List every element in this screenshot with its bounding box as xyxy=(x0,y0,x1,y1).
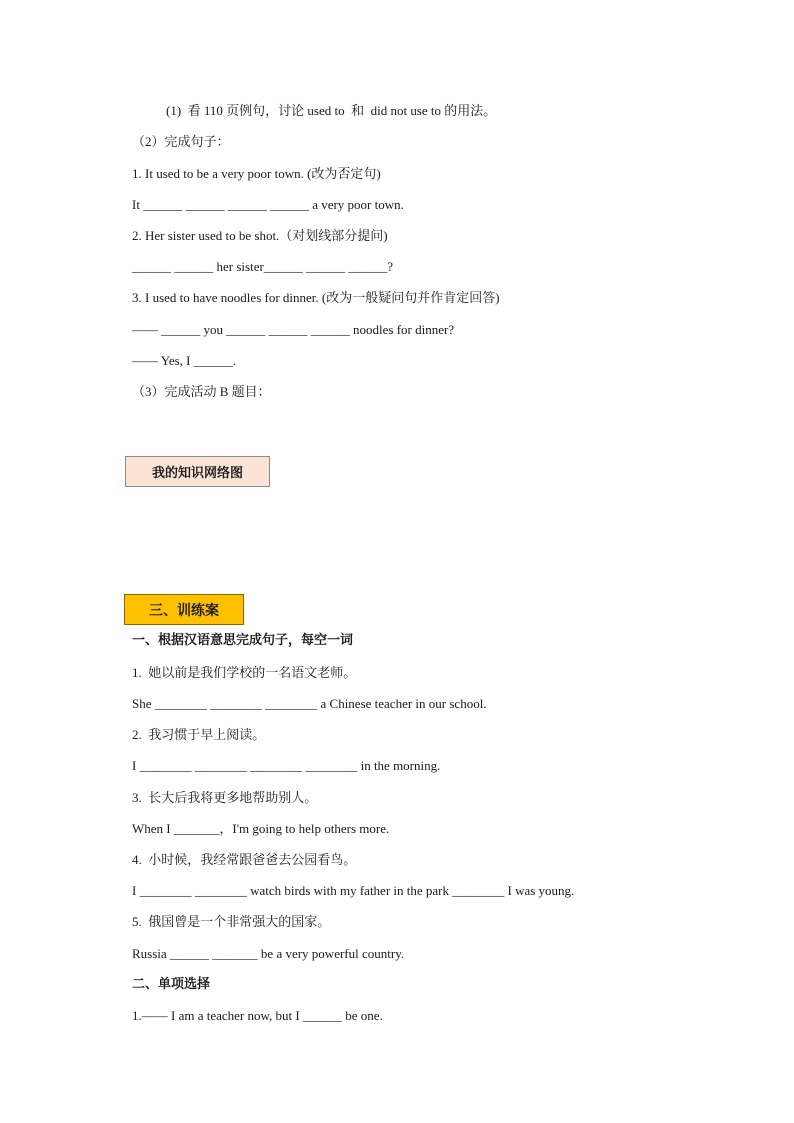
question-3-blanks-b: —— Yes, I ______. xyxy=(132,353,237,368)
section-3-title: 三、训练案 xyxy=(124,594,244,625)
instruction-1: (1) 看 110 页例句，讨论 used to 和 did not use to 的用法。 xyxy=(166,103,497,118)
question-1: 1. It used to be a very poor town. (改为否定句) xyxy=(132,166,381,181)
item-3-chinese: 3. 长大后我将更多地帮助别人。 xyxy=(132,790,318,805)
item-5-chinese: 5. 俄国曾是一个非常强大的国家。 xyxy=(132,914,331,929)
item-3-english: When I _______，I'm going to help others more. xyxy=(132,821,390,836)
question-3: 3. I used to have noodles for dinner. (改为一般疑问句并作肯定回答) xyxy=(132,290,500,305)
item-4-english: I ________ ________ watch birds with my father in the park ________ I was young. xyxy=(132,883,575,898)
item-2-english: I ________ ________ ________ ________ in the morning. xyxy=(132,758,441,773)
question-2-blanks: ______ ______ her sister______ ______ ______? xyxy=(132,259,394,274)
part-2-title: 二、单项选择 xyxy=(132,977,211,992)
question-2: 2. Her sister used to be shot.（对划线部分提问) xyxy=(132,228,388,243)
item-4-chinese: 4. 小时候，我经常跟爸爸去公园看鸟。 xyxy=(132,852,357,867)
mc-question-1: 1.—— I am a teacher now, but I ______ be one. xyxy=(132,1008,383,1023)
knowledge-network-box: 我的知识网络图 xyxy=(125,456,270,487)
item-1-chinese: 1. 她以前是我们学校的一名语文老师。 xyxy=(132,665,357,680)
item-1-english: She ________ ________ ________ a Chinese teacher in our school. xyxy=(132,696,487,711)
part-1-title: 一、根据汉语意思完成句子，每空一词 xyxy=(132,633,354,648)
instruction-3: （3）完成活动 B 题目： xyxy=(132,384,271,399)
item-2-chinese: 2. 我习惯于早上阅读。 xyxy=(132,727,266,742)
question-1-blanks: It ______ ______ ______ ______ a very poor town. xyxy=(132,197,404,212)
item-5-english: Russia ______ _______ be a very powerful country. xyxy=(132,946,405,961)
question-3-blanks-a: —— ______ you ______ ______ ______ noodles for dinner? xyxy=(132,322,455,337)
instruction-2: （2）完成句子： xyxy=(132,134,230,149)
